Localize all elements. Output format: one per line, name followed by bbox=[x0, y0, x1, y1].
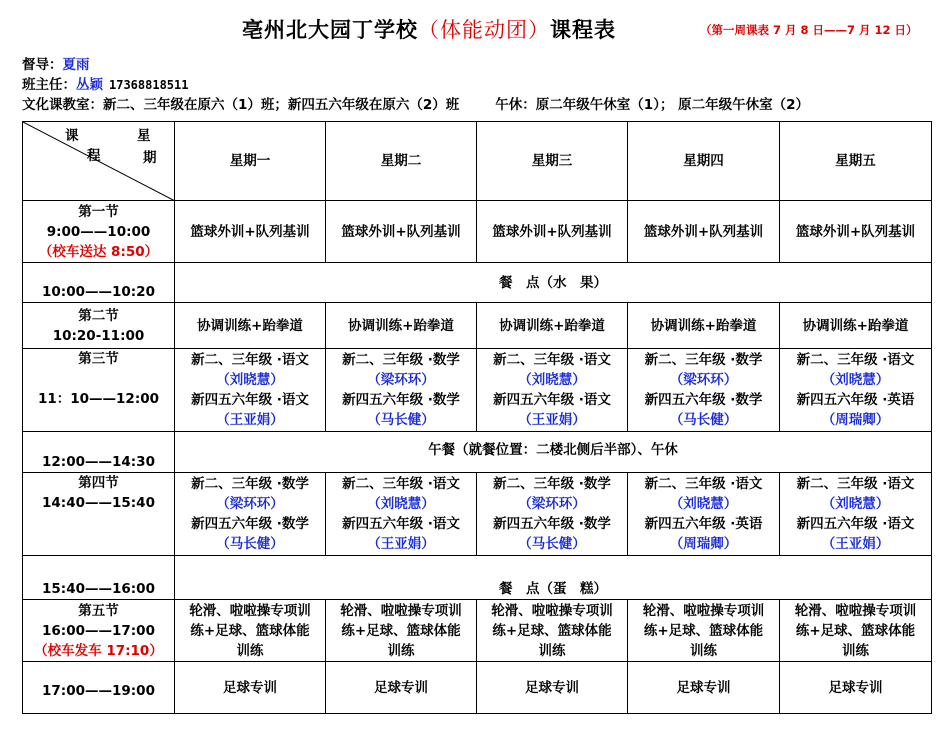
period-6-row bbox=[23, 662, 932, 714]
day-header: 星期五 bbox=[780, 122, 932, 201]
class-cell: 轮滑、啦啦操专项训 练+足球、篮球体能 训练 bbox=[175, 600, 326, 662]
snack-1-time: 10:00——10:20 bbox=[23, 263, 175, 303]
class-cell: 篮球外训+队列基训 bbox=[780, 201, 932, 263]
class-cell: 协调训练+跆拳道 bbox=[628, 303, 780, 349]
class-cell: 新二、三年级 ·数学 （梁环环） 新四五六年级 ·数学 （马长健） bbox=[326, 349, 477, 432]
lunch-time: 12:00——14:30 bbox=[23, 432, 175, 473]
class-cell: 协调训练+跆拳道 bbox=[175, 303, 326, 349]
snack-2-row bbox=[23, 556, 932, 600]
snack-2-time: 15:40——16:00 bbox=[23, 556, 175, 600]
head-teacher-phone: 17368818511 bbox=[109, 78, 189, 92]
snack-1-text: 餐 点（水 果） bbox=[175, 263, 932, 303]
bus-departure-note: （校车发车 17:10） bbox=[34, 642, 163, 659]
period-5-time: 第五节 16:00——17:00 （校车发车 17:10） bbox=[23, 600, 175, 662]
corner-cell: 课 程 星 期 bbox=[23, 122, 175, 201]
week-note: （第一周课表 7 月 8 日——7 月 12 日） bbox=[700, 23, 918, 37]
class-cell: 轮滑、啦啦操专项训 练+足球、篮球体能 训练 bbox=[780, 600, 932, 662]
period-4-time: 第四节 14:40——15:40 bbox=[23, 473, 175, 556]
class-cell: 新二、三年级 ·数学 （梁环环） 新四五六年级 ·数学 （马长健） bbox=[477, 473, 628, 556]
page-title: 亳州北大园丁学校（体能动团）课程表 bbox=[242, 18, 616, 42]
class-cell: 轮滑、啦啦操专项训 练+足球、篮球体能 训练 bbox=[477, 600, 628, 662]
class-cell: 协调训练+跆拳道 bbox=[326, 303, 477, 349]
bus-arrival-note: （校车送达 8:50） bbox=[38, 243, 159, 260]
class-cell: 新二、三年级 ·语文 （刘晓慧） 新四五六年级 ·语文 （王亚娟） bbox=[175, 349, 326, 432]
period-2-time: 第二节 10:20-11:00 bbox=[23, 303, 175, 349]
period-1-row bbox=[23, 201, 932, 263]
snack-1-row bbox=[23, 263, 932, 303]
nap-info: 午休：原二年级午休室（1）； 原二年级午休室（2） bbox=[495, 97, 810, 113]
class-cell: 轮滑、啦啦操专项训 练+足球、篮球体能 训练 bbox=[628, 600, 780, 662]
header-row bbox=[23, 122, 932, 201]
day-header: 星期一 bbox=[175, 122, 326, 201]
class-cell: 足球专训 bbox=[628, 662, 780, 714]
class-cell: 新二、三年级 ·语文 （刘晓慧） 新四五六年级 ·语文 （王亚娟） bbox=[326, 473, 477, 556]
schedule-table bbox=[22, 121, 932, 714]
class-cell: 篮球外训+队列基训 bbox=[628, 201, 780, 263]
class-cell: 新二、三年级 ·语文 （刘晓慧） 新四五六年级 ·语文 （王亚娟） bbox=[780, 473, 932, 556]
period-1-time: 第一节 9:00——10:00 （校车送达 8:50） bbox=[23, 201, 175, 263]
period-6-time: 17:00——19:00 bbox=[23, 662, 175, 714]
class-cell: 足球专训 bbox=[477, 662, 628, 714]
class-cell: 新二、三年级 ·语文 （刘晓慧） 新四五六年级 ·语文 （王亚娟） bbox=[477, 349, 628, 432]
class-cell: 篮球外训+队列基训 bbox=[175, 201, 326, 263]
schedule-title bbox=[0, 14, 950, 48]
supervisor-name: 夏雨 bbox=[62, 57, 90, 73]
period-2-row bbox=[23, 303, 932, 349]
classroom-info: 文化课教室：新二、三年级在原六（1）班；新四五六年级在原六（2）班 bbox=[22, 97, 460, 113]
period-5-row bbox=[23, 600, 932, 662]
period-3-time: 第三节 11：10——12:00 bbox=[23, 349, 175, 432]
title-highlight: （体能动团） bbox=[418, 18, 550, 42]
class-cell: 新二、三年级 ·语文 （刘晓慧） 新四五六年级 ·英语 （周瑞卿） bbox=[628, 473, 780, 556]
class-cell: 足球专训 bbox=[780, 662, 932, 714]
class-cell: 新二、三年级 ·数学 （梁环环） 新四五六年级 ·数学 （马长健） bbox=[628, 349, 780, 432]
supervisor-line: 督导：夏雨 bbox=[22, 57, 90, 73]
period-3-row bbox=[23, 349, 932, 432]
head-teacher-line: 班主任：丛颖 17368818511 bbox=[22, 77, 189, 93]
class-cell: 协调训练+跆拳道 bbox=[780, 303, 932, 349]
lunch-row bbox=[23, 432, 932, 473]
day-header: 星期二 bbox=[326, 122, 477, 201]
location-line bbox=[22, 93, 809, 113]
period-4-row bbox=[23, 473, 932, 556]
snack-2-text: 餐 点（蛋 糕） bbox=[175, 556, 932, 600]
class-cell: 足球专训 bbox=[175, 662, 326, 714]
head-teacher-name: 丛颖 bbox=[76, 77, 103, 93]
day-header: 星期三 bbox=[477, 122, 628, 201]
class-cell: 新二、三年级 ·语文 （刘晓慧） 新四五六年级 ·英语 （周瑞卿） bbox=[780, 349, 932, 432]
class-cell: 足球专训 bbox=[326, 662, 477, 714]
lunch-text: 午餐（就餐位置：二楼北侧后半部）、午休 bbox=[175, 432, 932, 473]
class-cell: 协调训练+跆拳道 bbox=[477, 303, 628, 349]
day-header: 星期四 bbox=[628, 122, 780, 201]
class-cell: 轮滑、啦啦操专项训 练+足球、篮球体能 训练 bbox=[326, 600, 477, 662]
class-cell: 篮球外训+队列基训 bbox=[477, 201, 628, 263]
class-cell: 篮球外训+队列基训 bbox=[326, 201, 477, 263]
class-cell: 新二、三年级 ·数学 （梁环环） 新四五六年级 ·数学 （马长健） bbox=[175, 473, 326, 556]
